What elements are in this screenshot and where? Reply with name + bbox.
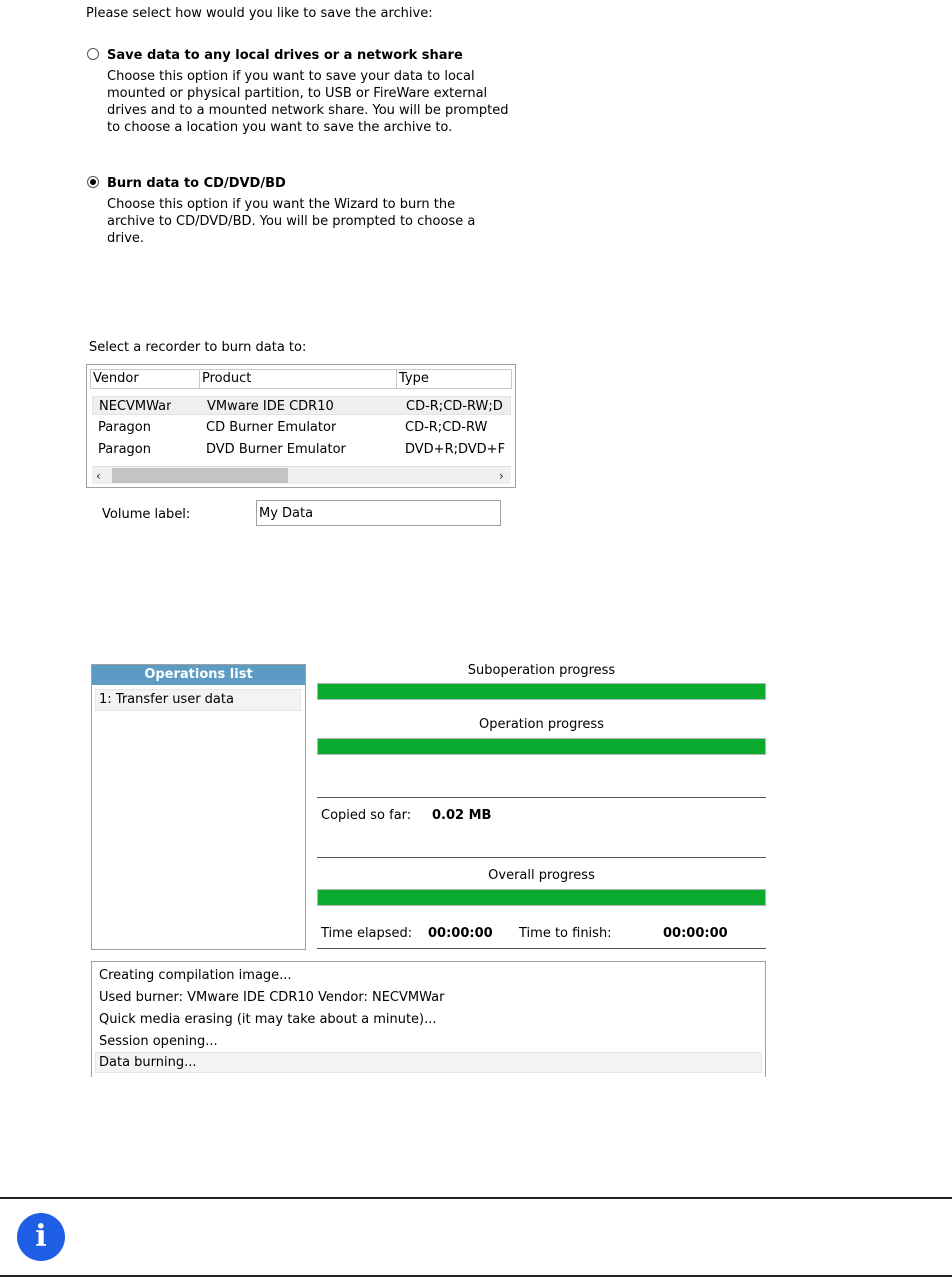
info-icon: i <box>17 1213 65 1261</box>
save-prompt: Please select how would you like to save the archive: <box>86 6 433 21</box>
option-burn-disc-desc <box>107 196 517 247</box>
recorder-type: CD-R;CD-RW;D <box>406 399 503 414</box>
recorder-row[interactable] <box>92 440 511 459</box>
scroll-left-icon[interactable]: ‹ <box>96 469 101 483</box>
suboperation-progress-label: Suboperation progress <box>467 663 616 678</box>
recorder-vendor: Paragon <box>98 420 151 435</box>
option-save-local-title[interactable]: Save data to any local drives or a network share <box>107 48 463 63</box>
recorder-row[interactable] <box>92 418 511 437</box>
desc-line: drive. <box>107 231 145 246</box>
operations-list-header: Operations list <box>92 665 305 685</box>
suboperation-progress-bar <box>317 683 766 700</box>
desc-line: Choose this option if you want to save your data to local <box>107 69 475 84</box>
log-line: Data burning... <box>99 1055 197 1070</box>
radio-save-local[interactable] <box>87 48 99 60</box>
recorder-row[interactable] <box>92 396 511 415</box>
desc-line: Choose this option if you want the Wizard to burn the <box>107 197 456 212</box>
scrollbar-thumb[interactable] <box>112 468 288 483</box>
operation-progress-fill <box>318 739 765 754</box>
copied-label: Copied so far: <box>321 808 412 823</box>
divider <box>317 857 766 858</box>
operation-item[interactable]: 1: Transfer user data <box>95 689 301 711</box>
operation-progress-bar <box>317 738 766 755</box>
overall-progress-label: Overall progress <box>488 868 595 883</box>
column-header-vendor[interactable]: Vendor <box>90 369 200 389</box>
divider <box>317 797 766 798</box>
time-to-finish-label: Time to finish: <box>519 926 612 941</box>
recorder-vendor: NECVMWar <box>99 399 172 414</box>
log-line: Quick media erasing (it may take about a minute)... <box>99 1012 437 1027</box>
desc-line: archive to CD/DVD/BD. You will be prompted to choose a <box>107 214 476 229</box>
overall-progress-bar <box>317 889 766 906</box>
recorder-product: CD Burner Emulator <box>206 420 337 435</box>
volume-label-input[interactable] <box>256 500 501 526</box>
log-line: Session opening... <box>99 1034 218 1049</box>
time-to-finish-value: 00:00:00 <box>663 926 728 941</box>
log-line: Creating compilation image... <box>99 968 292 983</box>
column-header-type[interactable]: Type <box>396 369 512 389</box>
option-save-local-desc <box>107 68 517 136</box>
recorder-vendor: Paragon <box>98 442 151 457</box>
volume-label: Volume label: <box>102 507 191 522</box>
radio-burn-disc[interactable] <box>87 176 99 188</box>
divider <box>317 948 766 949</box>
operation-progress-label: Operation progress <box>479 717 604 732</box>
recorder-product: DVD Burner Emulator <box>206 442 346 457</box>
option-burn-disc-title[interactable]: Burn data to CD/DVD/BD <box>107 176 286 191</box>
time-elapsed-label: Time elapsed: <box>321 926 413 941</box>
desc-line: mounted or physical partition, to USB or FireWare external <box>107 86 488 101</box>
recorder-type: DVD+R;DVD+F <box>405 442 506 457</box>
overall-progress-fill <box>318 890 765 905</box>
time-elapsed-value: 00:00:00 <box>428 926 493 941</box>
column-header-product[interactable]: Product <box>199 369 397 389</box>
log-line: Used burner: VMware IDE CDR10 Vendor: NECVMWar <box>99 990 445 1005</box>
desc-line: to choose a location you want to save the archive to. <box>107 120 453 135</box>
copied-value: 0.02 MB <box>432 808 492 823</box>
suboperation-progress-fill <box>318 684 765 699</box>
note-top-rule <box>0 1197 952 1199</box>
recorder-type: CD-R;CD-RW <box>405 420 488 435</box>
recorder-product: VMware IDE CDR10 <box>207 399 334 414</box>
recorder-label: Select a recorder to burn data to: <box>89 340 307 355</box>
scroll-right-icon[interactable]: › <box>499 469 504 483</box>
desc-line: drives and to a mounted network share. You will be prompted <box>107 103 509 118</box>
